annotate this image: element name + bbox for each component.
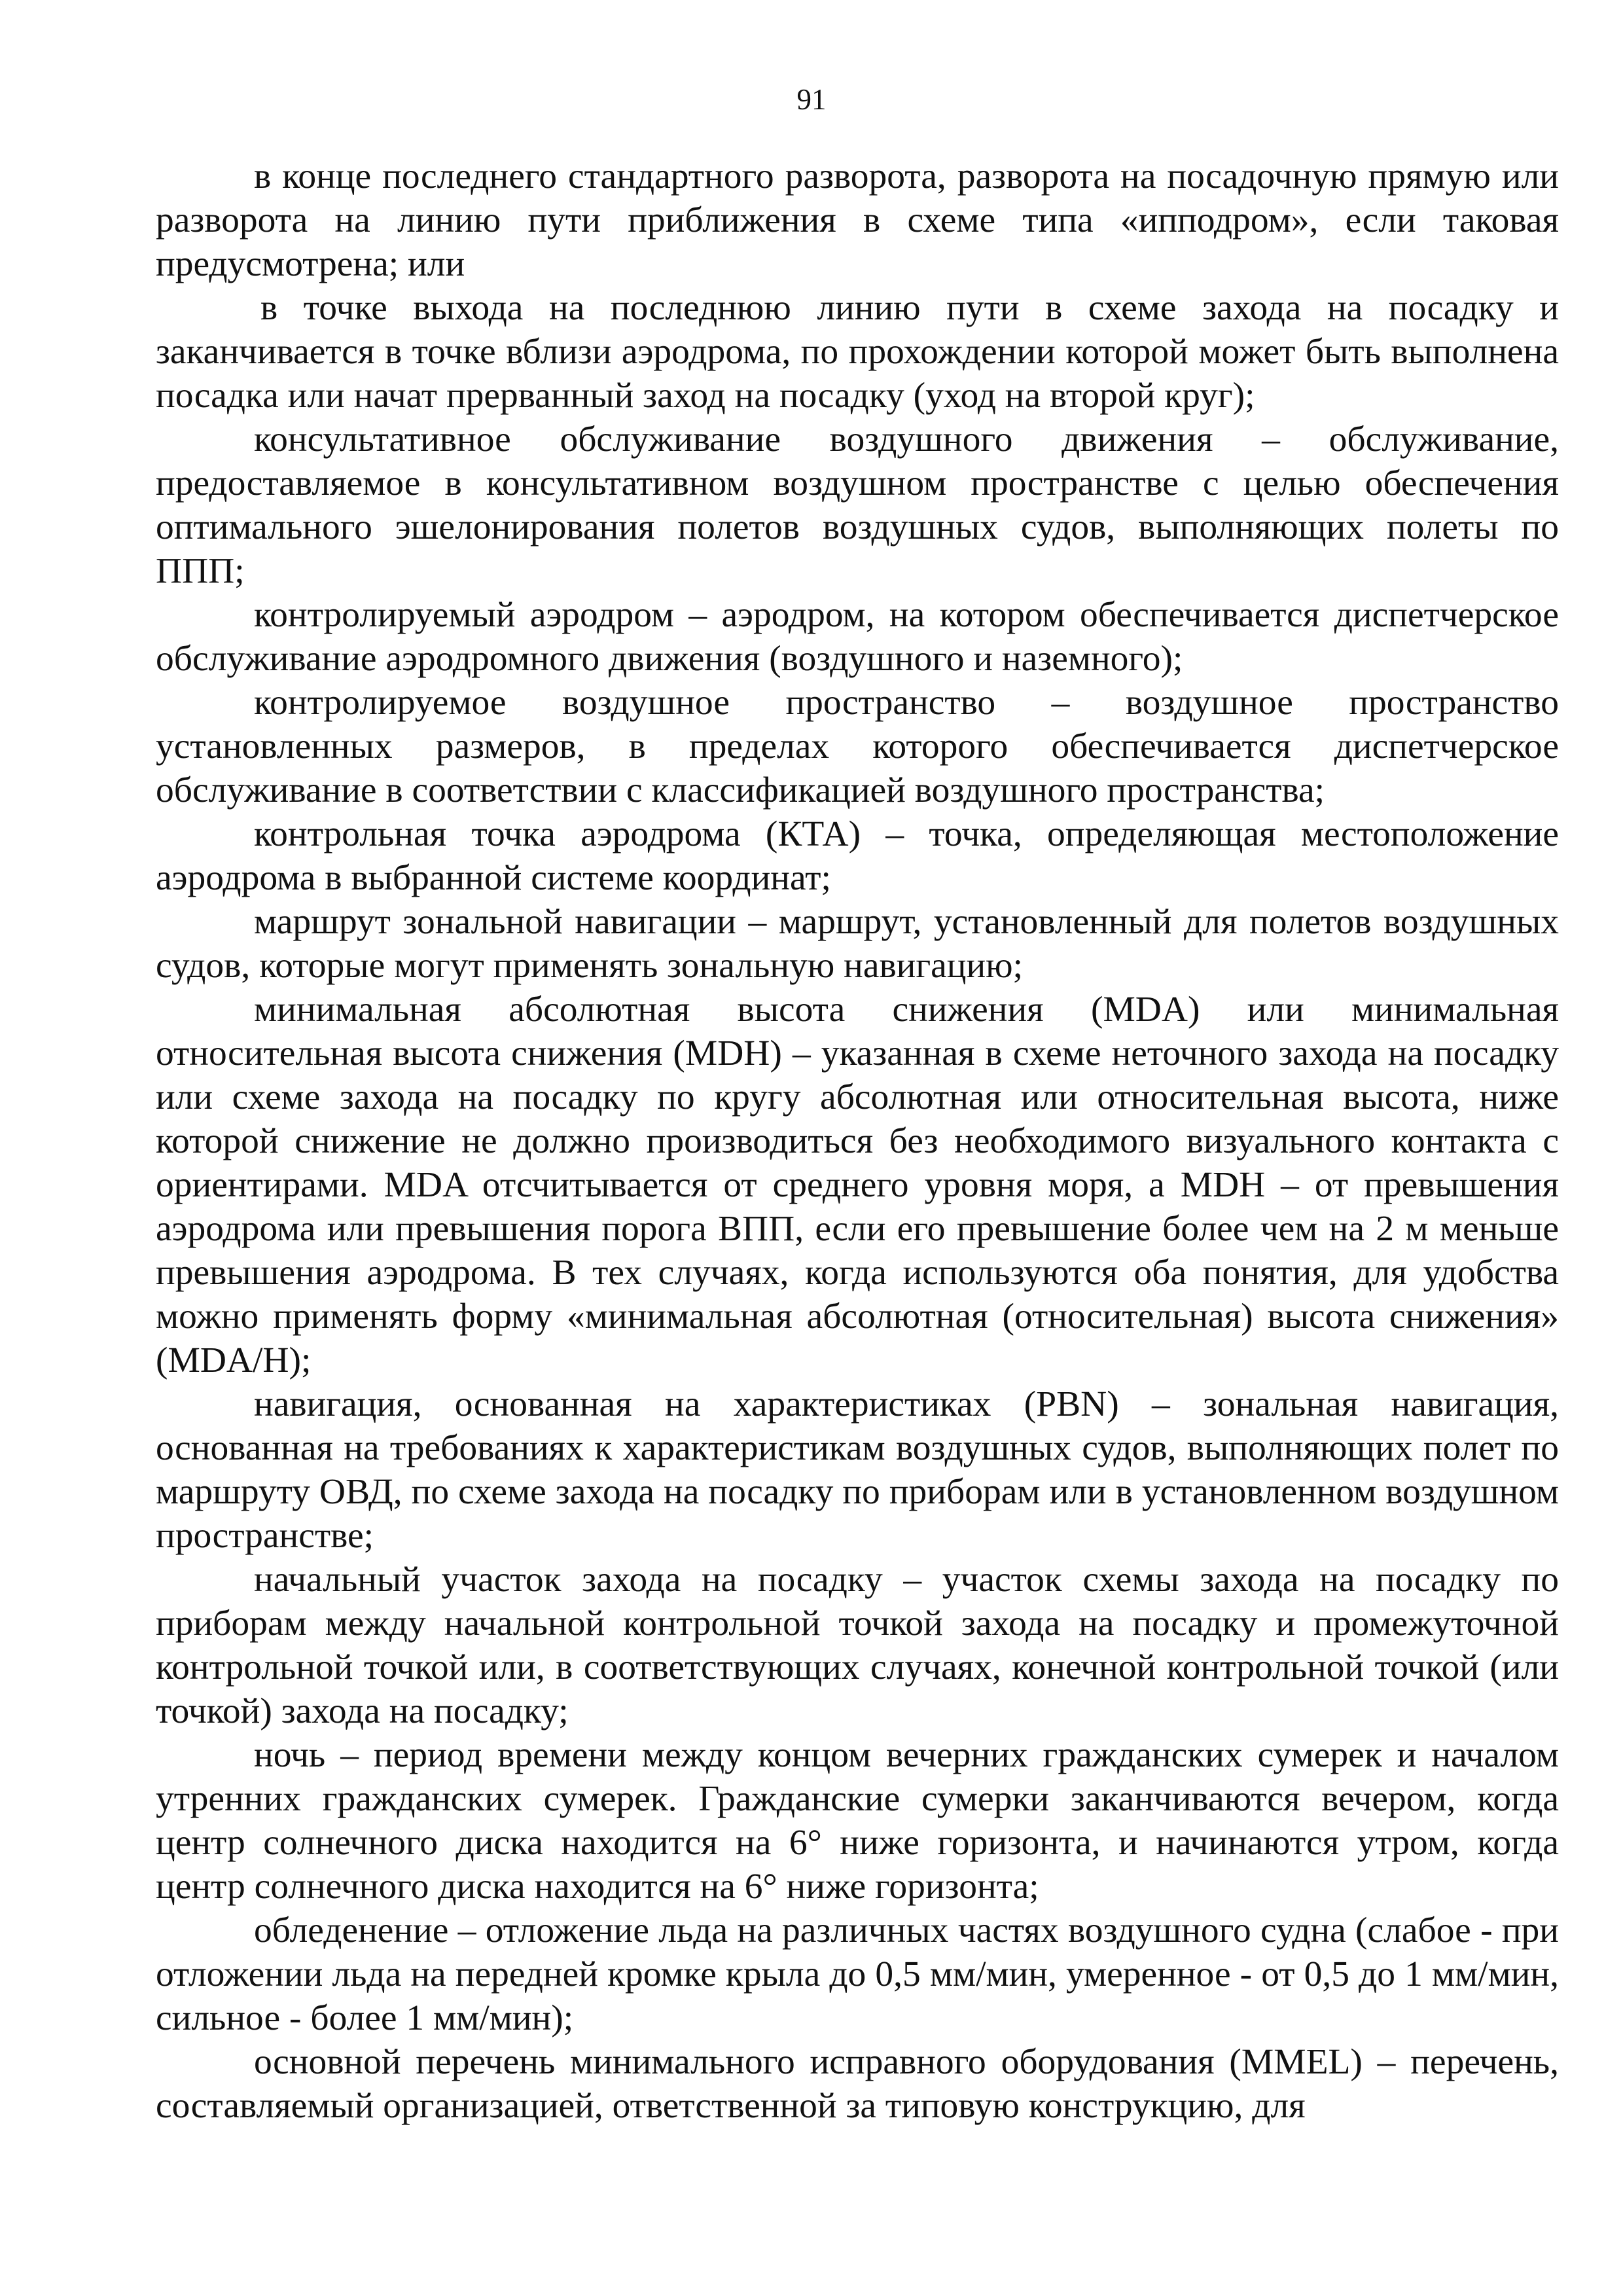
paragraph: минимальная абсолютная высота снижения (MDA) или минимальная относительная высота снижения (MDH) – указанная в схеме неточного захода на посадку или схеме захода на посадку по кругу абсолютная или относительная высота, ниже которой снижение не должно производиться без необходимого визуального контакта с ориентирами. MDA отсчитывается от среднего уровня моря, а MDH – от превышения аэродрома или превышения порога ВПП, если его превышение более чем на 2 м меньше превышения аэродрома. В тех случаях, когда используются оба понятия, для удобства можно применять форму «минимальная абсолютная (относительная) высота снижения» (MDA/H); <box>156 990 1559 1380</box>
paragraph: навигация, основанная на характеристиках (PBN) – зональная навигация, основанная на требованиях к характеристикам воздушных судов, выполняющих полет по маршруту ОВД, по схеме захода на посадку по приборам или в установленном воздушном пространстве; <box>156 1384 1559 1556</box>
paragraph: контрольная точка аэродрома (КТА) – точка, определяющая местоположение аэродрома в выбранной системе координат; <box>156 814 1559 898</box>
paragraph: консультативное обслуживание воздушного движения – обслуживание, предоставляемое в консультативном воздушном пространстве с целью обеспечения оптимального эшелонирования полетов воздушных судов, выполняющих полеты по ППП; <box>156 420 1559 591</box>
paragraph: ночь – период времени между концом вечерних гражданских сумерек и началом утренних гражданских сумерек. Гражданские сумерки заканчиваются вечером, когда центр солнечного диска находится на 6° ниже горизонта, и начинаются утром, когда центр солнечного диска находится на 6° ниже горизонта; <box>156 1735 1559 1907</box>
paragraph: в конце последнего стандартного разворота, разворота на посадочную прямую или разворота на линию пути приближения в схеме типа «ипподром», если таковая предусмотрена; или <box>156 156 1559 284</box>
paragraph: обледенение – отложение льда на различных частях воздушного судна (слабое - при отложении льда на передней кромке крыла до 0,5 мм/мин, умеренное - от 0,5 до 1 мм/мин, сильное - более 1 мм/мин); <box>156 1910 1559 2038</box>
paragraph: контролируемый аэродром – аэродром, на котором обеспечивается диспетчерское обслуживание аэродромного движения (воздушного и наземного); <box>156 595 1559 679</box>
paragraph: маршрут зональной навигации – маршрут, установленный для полетов воздушных судов, которые могут применять зональную навигацию; <box>156 902 1559 986</box>
paragraph: контролируемое воздушное пространство – воздушное пространство установленных размеров, в пределах которого обеспечивается диспетчерское обслуживание в соответствии с классификацией воздушного пространства; <box>156 683 1559 810</box>
document-body <box>156 154 1559 2128</box>
paragraph: начальный участок захода на посадку – участок схемы захода на посадку по приборам между начальной контрольной точкой захода на посадку и промежуточной контрольной точкой или, в соответствующих случаях, конечной контрольной точкой (или точкой) захода на посадку; <box>156 1560 1559 1731</box>
paragraph: в точке выхода на последнюю линию пути в схеме захода на посадку и заканчивается в точке вблизи аэродрома, по прохождении которой может быть выполнена посадка или начат прерванный заход на посадку (уход на второй круг); <box>156 288 1559 416</box>
page-number: 91 <box>796 83 827 116</box>
paragraph: основной перечень минимального исправного оборудования (MMEL) – перечень, составляемый организацией, ответственной за типовую конструкцию, для <box>156 2042 1559 2126</box>
